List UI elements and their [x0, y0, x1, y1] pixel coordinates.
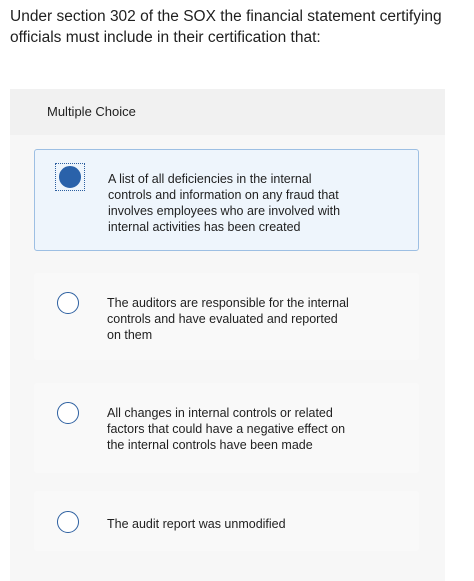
- question-text: Under section 302 of the SOX the financial statement certifying officials must include in their certification that:: [10, 8, 442, 46]
- radio-empty-icon[interactable]: [57, 511, 79, 533]
- radio-empty-icon[interactable]: [57, 292, 79, 314]
- multiple-choice-panel: [10, 89, 445, 581]
- answer-option-3-text: All changes in internal controls or related factors that could have a negative effect on the internal controls have been made: [107, 406, 346, 452]
- answer-option-2-text: The auditors are responsible for the internal controls and have evaluated and reported on them: [107, 296, 349, 342]
- answer-option-1[interactable]: [34, 149, 419, 251]
- answer-option-3[interactable]: [34, 383, 419, 473]
- answer-option-2[interactable]: [34, 273, 419, 360]
- answer-option-4[interactable]: [34, 491, 419, 551]
- radio-empty-icon[interactable]: [57, 402, 79, 424]
- answer-option-4-text: The audit report was unmodified: [107, 517, 286, 531]
- answer-option-1-text: A list of all deficiencies in the internal controls and information on any fraud that involves employees who are involved with internal activities has been created: [108, 172, 341, 234]
- panel-header: [10, 89, 445, 135]
- radio-selected-icon[interactable]: [59, 166, 81, 188]
- panel-title: Multiple Choice: [47, 104, 136, 119]
